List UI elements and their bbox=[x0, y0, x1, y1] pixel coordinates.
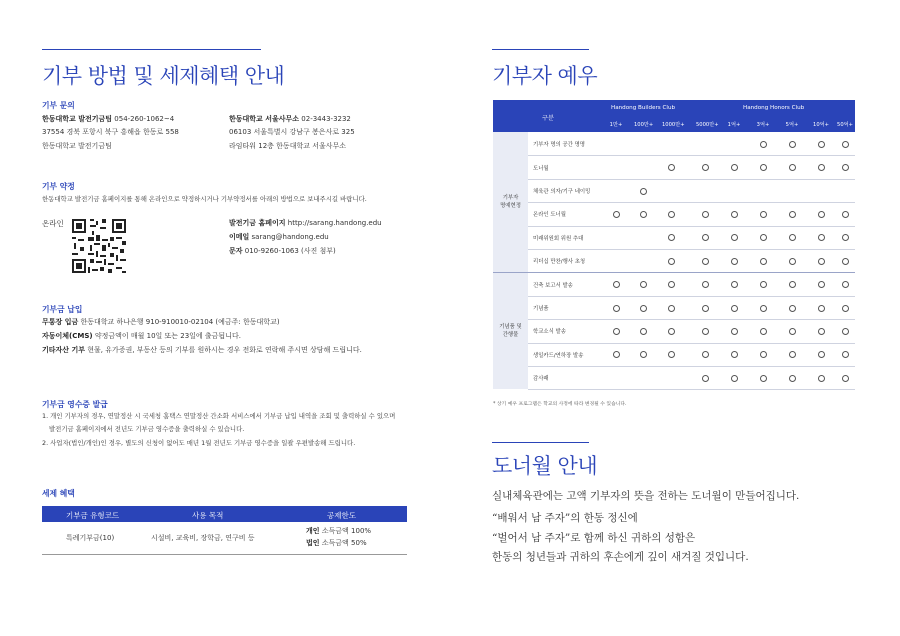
donorwall-line3: “벌어서 남 주자”로 함께 하신 귀하의 성함은 bbox=[492, 532, 696, 544]
tax-header-code: 기부금 유형코드 bbox=[66, 511, 120, 520]
donorwall-line1: 실내체육관에는 고액 기부자의 뜻을 전하는 도너월이 만들어집니다. bbox=[492, 490, 800, 502]
row-divider bbox=[528, 319, 855, 320]
row-label: 온라인 도너월 bbox=[533, 212, 566, 219]
tax-limit-individual bbox=[306, 528, 371, 535]
pledge-email[interactable] bbox=[229, 234, 329, 241]
benefit-mark bbox=[640, 281, 647, 288]
row-label: 체육관 의자/기구 네이밍 bbox=[533, 189, 591, 195]
inquiry-col1-name: 한동대학교 발전기금팀 bbox=[42, 115, 113, 123]
col-header: 50억+ bbox=[837, 122, 853, 128]
benefit-mark bbox=[760, 234, 767, 241]
benefit-mark bbox=[760, 141, 767, 148]
benefit-mark bbox=[818, 211, 825, 218]
benefit-mark bbox=[613, 211, 620, 218]
inquiry-col2-line1 bbox=[229, 116, 351, 123]
benefit-mark bbox=[613, 351, 620, 358]
benefit-mark bbox=[668, 164, 675, 171]
tax-limit1-value: 소득금액 100% bbox=[321, 527, 372, 535]
benefit-mark bbox=[760, 351, 767, 358]
benefit-mark bbox=[760, 211, 767, 218]
col-header: 100만+ bbox=[634, 122, 654, 128]
row-label: 기부자 명의 공간 명명 bbox=[533, 142, 586, 149]
benefit-mark bbox=[702, 351, 709, 358]
group-builders: Handong Builders Club bbox=[611, 105, 676, 111]
inquiry-col2-address: 06103 서울특별시 강남구 봉은사로 325 bbox=[229, 128, 355, 136]
benefit-mark bbox=[789, 211, 796, 218]
benefit-mark bbox=[640, 328, 647, 335]
benefit-mark bbox=[789, 375, 796, 382]
row-label: 리더십 만찬/행사 초청 bbox=[533, 259, 586, 266]
benefit-mark bbox=[668, 305, 675, 312]
group-honors: Handong Honors Club bbox=[743, 105, 805, 111]
payment-line2 bbox=[42, 333, 241, 340]
payment-l3-label: 기타자산 기부 bbox=[42, 346, 86, 354]
benefit-mark bbox=[789, 351, 796, 358]
benefit-mark bbox=[668, 281, 675, 288]
tax-limit2-label: 법인 bbox=[306, 539, 320, 547]
benefit-mark bbox=[702, 258, 709, 265]
benefit-mark bbox=[842, 141, 849, 148]
benefit-mark bbox=[731, 164, 738, 171]
payment-heading: 기부금 납입 bbox=[42, 305, 83, 314]
benefit-mark bbox=[702, 234, 709, 241]
benefit-mark bbox=[789, 281, 796, 288]
payment-l2-label: 자동이체(CMS) bbox=[42, 332, 93, 340]
benefit-mark bbox=[789, 258, 796, 265]
tax-header-limit: 공제한도 bbox=[327, 511, 356, 520]
pledge-online-label: 온라인 bbox=[42, 219, 64, 228]
row-divider bbox=[528, 155, 855, 156]
group-label-line: 기념품 및 bbox=[499, 323, 522, 330]
benefit-mark bbox=[731, 328, 738, 335]
benefit-mark bbox=[818, 234, 825, 241]
benefit-mark bbox=[818, 141, 825, 148]
inquiry-col1-address: 37554 경북 포항시 북구 흥해읍 한동로 558 bbox=[42, 128, 179, 136]
group-label bbox=[493, 194, 528, 210]
benefits-corner: 구분 bbox=[542, 115, 554, 122]
benefit-mark bbox=[842, 164, 849, 171]
benefit-mark bbox=[731, 305, 738, 312]
col-header: 5억+ bbox=[785, 122, 799, 128]
payment-l3-value: 현물, 유가증권, 부동산 등의 기부를 원하시는 경우 전화로 연락해 주시면 상담해 드립니다. bbox=[87, 346, 362, 354]
row-label: 건축 보고서 발송 bbox=[533, 282, 573, 289]
row-label: 생일카드/연하장 발송 bbox=[533, 352, 584, 359]
benefit-mark bbox=[818, 281, 825, 288]
benefit-mark bbox=[640, 351, 647, 358]
receipt-heading: 기부금 영수증 발급 bbox=[42, 400, 108, 409]
benefit-mark bbox=[789, 328, 796, 335]
row-label: 기념품 bbox=[533, 306, 549, 312]
row-divider bbox=[528, 296, 855, 297]
receipt-line1: 1. 개인 기부자의 경우, 연말정산 시 국세청 홈택스 연말정산 간소화 서비스에서 기부금 납입 내역을 조회 및 출력하실 수 있으며 bbox=[42, 412, 396, 420]
tax-table-header bbox=[42, 506, 407, 522]
benefit-mark bbox=[731, 351, 738, 358]
row-divider bbox=[528, 179, 855, 180]
payment-l1-value: 한동대학교 하나은행 910-910010-02104 (예금주: 한동대학교) bbox=[80, 318, 280, 326]
tax-code: 특례기부금(10) bbox=[66, 534, 115, 542]
pledge-sms bbox=[229, 248, 336, 255]
benefit-mark bbox=[613, 281, 620, 288]
benefit-mark bbox=[731, 211, 738, 218]
benefit-mark bbox=[842, 351, 849, 358]
benefit-mark bbox=[702, 305, 709, 312]
group-label-line: 기부자 bbox=[502, 195, 519, 202]
row-label: 도너월 bbox=[533, 165, 549, 172]
donorwall-title-rule bbox=[492, 442, 589, 443]
inquiry-col1-line1 bbox=[42, 116, 174, 123]
benefit-mark bbox=[818, 351, 825, 358]
benefit-mark bbox=[789, 141, 796, 148]
donorwall-line4: 한동의 청년들과 귀하의 후손에게 깊이 새겨질 것입니다. bbox=[492, 551, 749, 563]
benefits-table bbox=[493, 100, 855, 394]
benefit-mark bbox=[842, 328, 849, 335]
col-header: 1000만+ bbox=[662, 122, 685, 128]
col-header: 1억+ bbox=[727, 122, 741, 128]
tax-limit-corporate bbox=[306, 540, 367, 547]
pledge-email-value[interactable]: sarang@handong.edu bbox=[251, 233, 329, 241]
benefit-mark bbox=[731, 234, 738, 241]
benefit-mark bbox=[789, 305, 796, 312]
benefit-mark bbox=[668, 351, 675, 358]
benefit-mark bbox=[789, 164, 796, 171]
donorwall-line2: “배워서 남 주자”의 한동 정신에 bbox=[492, 512, 638, 524]
pledge-homepage-value[interactable]: http://sarang.handong.edu bbox=[287, 219, 382, 227]
benefit-mark bbox=[640, 211, 647, 218]
benefits-table-header bbox=[493, 100, 855, 132]
payment-l1-label: 무통장 입금 bbox=[42, 318, 79, 326]
pledge-desc: 한동대학교 발전기금 홈페이지를 통해 온라인으로 약정하시거나 기부약정서를 아래의 방법으로 보내주시길 바랍니다. bbox=[42, 195, 367, 203]
row-divider bbox=[528, 226, 855, 227]
benefit-mark bbox=[818, 375, 825, 382]
row-divider bbox=[528, 249, 855, 250]
benefit-mark bbox=[760, 164, 767, 171]
row-divider bbox=[528, 366, 855, 367]
benefit-mark bbox=[668, 211, 675, 218]
benefit-mark bbox=[640, 305, 647, 312]
benefit-mark bbox=[702, 375, 709, 382]
inquiry-col2-dept: 라임타워 12층 한동대학교 서울사무소 bbox=[229, 142, 347, 150]
benefit-mark bbox=[842, 258, 849, 265]
benefit-mark bbox=[613, 305, 620, 312]
col-header: 10억+ bbox=[813, 122, 829, 128]
benefit-mark bbox=[702, 164, 709, 171]
benefit-mark bbox=[760, 281, 767, 288]
inquiry-col1-phone: 054-260-1062~4 bbox=[114, 115, 175, 123]
benefit-mark bbox=[818, 305, 825, 312]
pledge-sms-label: 문자 bbox=[229, 247, 243, 255]
benefits-footnote: * 상기 예우 프로그램은 학교의 사정에 따라 변경될 수 있습니다. bbox=[493, 402, 627, 407]
tax-purpose: 시설비, 교육비, 장학금, 연구비 등 bbox=[151, 534, 255, 542]
row-divider bbox=[528, 389, 855, 390]
pledge-sms-value: 010-9260-1063 (사진 첨부) bbox=[244, 247, 336, 255]
col-header: 3억+ bbox=[756, 122, 770, 128]
group-divider bbox=[493, 272, 855, 273]
benefit-mark bbox=[731, 258, 738, 265]
donorwall-title: 도너월 안내 bbox=[492, 454, 598, 478]
benefit-mark bbox=[702, 328, 709, 335]
benefit-mark bbox=[842, 305, 849, 312]
benefit-mark bbox=[668, 258, 675, 265]
row-label: 미래위원회 위원 추대 bbox=[533, 235, 584, 242]
benefit-mark bbox=[760, 375, 767, 382]
right-page-title: 기부자 예우 bbox=[492, 64, 598, 88]
row-label: 학교소식 발송 bbox=[533, 329, 566, 336]
receipt-line3: 2. 사업자(법인/개인)인 경우, 별도의 신청이 없어도 매년 1월 전년도 기부금 영수증을 일괄 우편발송해 드립니다. bbox=[42, 439, 356, 447]
benefit-mark bbox=[668, 234, 675, 241]
benefit-mark bbox=[613, 328, 620, 335]
tax-table-row bbox=[42, 522, 407, 555]
group-label-line: 명예현정 bbox=[500, 203, 521, 210]
inquiry-col2-name: 한동대학교 서울사무소 bbox=[229, 115, 300, 123]
inquiry-heading: 기부 문의 bbox=[42, 101, 75, 110]
benefit-mark bbox=[731, 375, 738, 382]
payment-line3 bbox=[42, 347, 362, 354]
benefit-mark bbox=[842, 211, 849, 218]
benefit-mark bbox=[789, 234, 796, 241]
col-header: 5000만+ bbox=[696, 122, 719, 128]
pledge-homepage-label: 발전기금 홈페이지 bbox=[229, 219, 286, 227]
row-label: 감사패 bbox=[533, 376, 549, 383]
payment-line1 bbox=[42, 319, 280, 326]
benefit-mark bbox=[818, 164, 825, 171]
benefit-mark bbox=[818, 328, 825, 335]
benefit-mark bbox=[760, 305, 767, 312]
group-label bbox=[493, 323, 528, 339]
benefit-mark bbox=[760, 258, 767, 265]
benefit-mark bbox=[760, 328, 767, 335]
left-page-title: 기부 방법 및 세제혜택 안내 bbox=[42, 64, 285, 88]
tax-limit1-label: 개인 bbox=[306, 527, 320, 535]
right-title-rule bbox=[492, 49, 589, 50]
benefit-mark bbox=[842, 234, 849, 241]
benefit-mark bbox=[668, 328, 675, 335]
pledge-homepage[interactable] bbox=[229, 220, 382, 227]
col-header: 1만+ bbox=[609, 122, 623, 128]
tax-limit2-value: 소득금액 50% bbox=[321, 539, 367, 547]
inquiry-col1-dept: 한동대학교 발전기금팀 bbox=[42, 142, 112, 150]
receipt-line2: 발전기금 홈페이지에서 전년도 기부금 영수증을 출력하실 수 있습니다. bbox=[49, 425, 245, 433]
tax-header-purpose: 사용 목적 bbox=[192, 511, 224, 520]
benefit-mark bbox=[702, 211, 709, 218]
row-divider bbox=[528, 202, 855, 203]
row-divider bbox=[528, 343, 855, 344]
left-title-rule bbox=[42, 49, 261, 50]
benefit-mark bbox=[818, 258, 825, 265]
payment-l2-value: 약정금액이 매월 10일 또는 23일에 출금됩니다. bbox=[94, 332, 241, 340]
benefit-mark bbox=[842, 281, 849, 288]
pledge-email-label: 이메일 bbox=[229, 233, 250, 241]
benefit-mark bbox=[731, 281, 738, 288]
tax-heading: 세제 혜택 bbox=[42, 489, 75, 498]
inquiry-col2-phone: 02-3443-3232 bbox=[301, 115, 351, 123]
group-label-line: 간행물 bbox=[502, 331, 519, 338]
benefit-mark bbox=[702, 281, 709, 288]
benefit-mark bbox=[640, 188, 647, 195]
qr-code-icon[interactable] bbox=[72, 219, 126, 273]
benefit-mark bbox=[842, 375, 849, 382]
pledge-heading: 기부 약정 bbox=[42, 182, 75, 191]
